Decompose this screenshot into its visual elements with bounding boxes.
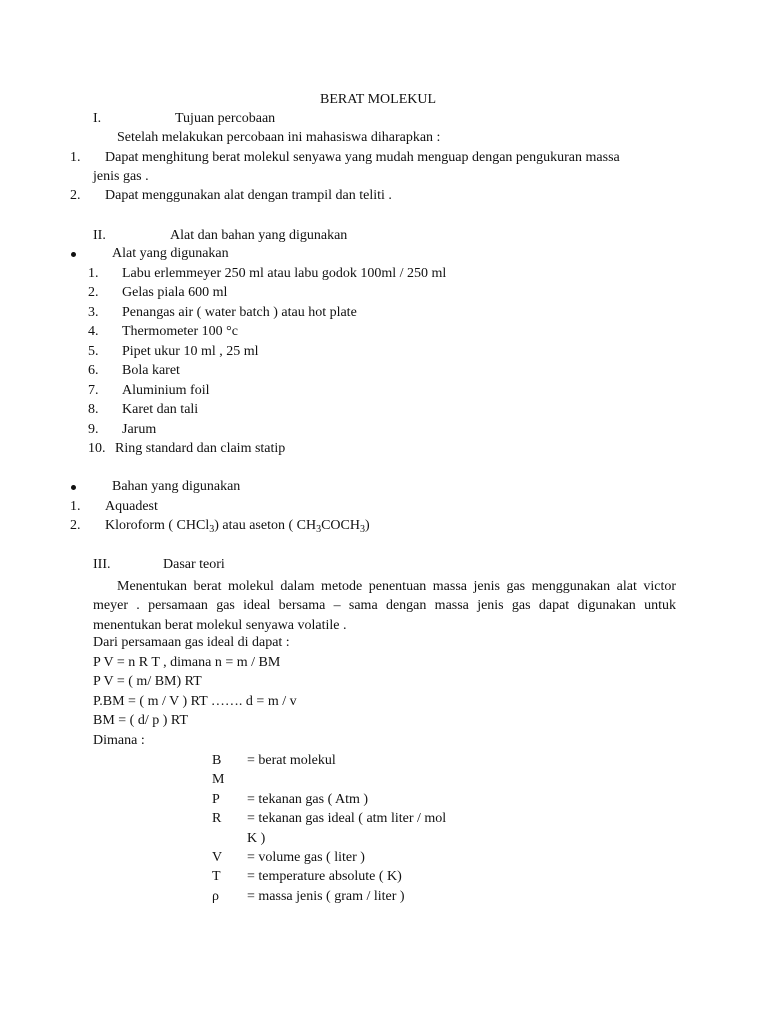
subscript: 3: [316, 524, 322, 535]
definition-text: K ): [247, 831, 266, 846]
definition-symbol: P: [212, 792, 220, 807]
section-2-heading: Alat dan bahan yang digunakan: [170, 228, 348, 243]
subscript: 3: [209, 524, 215, 535]
tool-number: 6.: [88, 363, 99, 378]
tool-number: 10.: [88, 441, 106, 456]
material-item: Aquadest: [105, 499, 158, 514]
definition-symbol: B: [212, 753, 222, 768]
section-1-numeral: I.: [93, 111, 102, 126]
subscript: 3: [359, 524, 365, 535]
goal-number: 1.: [70, 150, 81, 165]
definition-symbol: R: [212, 811, 222, 826]
material-item: [105, 518, 370, 535]
formula-part: COCH: [321, 518, 360, 533]
tools-heading: Alat yang digunakan: [112, 246, 229, 261]
section-1-intro: Setelah melakukan percobaan ini mahasiswa diharapkan :: [117, 130, 441, 145]
material-number: 2.: [70, 518, 81, 533]
definition-text: = temperature absolute ( K): [247, 869, 402, 884]
tool-number: 2.: [88, 285, 99, 300]
goal-text-continued: jenis gas .: [93, 169, 149, 184]
tool-item: Ring standard dan claim statip: [115, 441, 286, 456]
tool-item: Aluminium foil: [122, 383, 210, 398]
definition-symbol: V: [212, 850, 223, 865]
tool-item: Thermometer 100 °c: [122, 324, 238, 339]
tool-number: 5.: [88, 344, 99, 359]
bullet: [71, 252, 76, 257]
tool-item: Labu erlemmeyer 250 ml atau labu godok 100ml / 250 ml: [122, 266, 447, 281]
formula-part: ) atau aseton ( CH: [214, 518, 317, 533]
theory-line: Dari persamaan gas ideal di dapat :: [93, 635, 290, 650]
tool-number: 8.: [88, 402, 99, 417]
theory-paragraph: Menentukan berat molekul dalam metode penentuan massa jenis gas menggunakan alat victor meyer . persamaan gas ideal bersama – sama dengan massa jenis gas dapat digunakan untuk menentukan berat molekul senyawa volatile .: [93, 579, 676, 633]
tool-item: Karet dan tali: [122, 402, 199, 417]
formula-part: ): [364, 518, 370, 533]
tool-item: Jarum: [122, 422, 157, 437]
definition-text: = volume gas ( liter ): [247, 850, 365, 865]
definition-symbol: M: [212, 772, 225, 787]
definition-symbol: T: [212, 869, 221, 884]
equation-line: BM = ( d/ p ) RT: [93, 713, 188, 728]
tool-number: 9.: [88, 422, 99, 437]
tool-item: Pipet ukur 10 ml , 25 ml: [122, 344, 259, 359]
equation-line: P V = n R T , dimana n = m / BM: [93, 655, 281, 670]
tool-number: 1.: [88, 266, 99, 281]
materials-heading: Bahan yang digunakan: [112, 479, 241, 494]
section-3-heading: Dasar teori: [163, 557, 225, 572]
section-1-heading: Tujuan percobaan: [175, 111, 276, 126]
formula-part: Kloroform ( CHCl: [105, 518, 210, 533]
tool-number: 7.: [88, 383, 99, 398]
bullet: [71, 485, 76, 490]
goal-text: Dapat menghitung berat molekul senyawa yang mudah menguap dengan pengukuran massa: [105, 150, 620, 165]
definition-text: = tekanan gas ideal ( atm liter / mol: [247, 811, 447, 826]
section-2-numeral: II.: [93, 228, 106, 243]
tool-item: Penangas air ( water batch ) atau hot plate: [122, 305, 357, 320]
equation-line: P.BM = ( m / V ) RT ……. d = m / v: [93, 694, 297, 709]
definition-symbol: ρ: [212, 889, 219, 904]
tool-item: Bola karet: [122, 363, 180, 378]
page-title: BERAT MOLEKUL: [320, 92, 437, 107]
goal-number: 2.: [70, 188, 81, 203]
tool-item: Gelas piala 600 ml: [122, 285, 228, 300]
definition-text: = berat molekul: [247, 753, 336, 768]
tool-number: 3.: [88, 305, 99, 320]
definition-text: = massa jenis ( gram / liter ): [247, 889, 405, 904]
section-3-numeral: III.: [93, 557, 111, 572]
theory-line: Dimana :: [93, 733, 145, 748]
material-number: 1.: [70, 499, 81, 514]
goal-text: Dapat menggunakan alat dengan trampil dan teliti .: [105, 188, 392, 203]
definition-text: = tekanan gas ( Atm ): [247, 792, 369, 807]
tool-number: 4.: [88, 324, 99, 339]
equation-line: P V = ( m/ BM) RT: [93, 674, 202, 689]
